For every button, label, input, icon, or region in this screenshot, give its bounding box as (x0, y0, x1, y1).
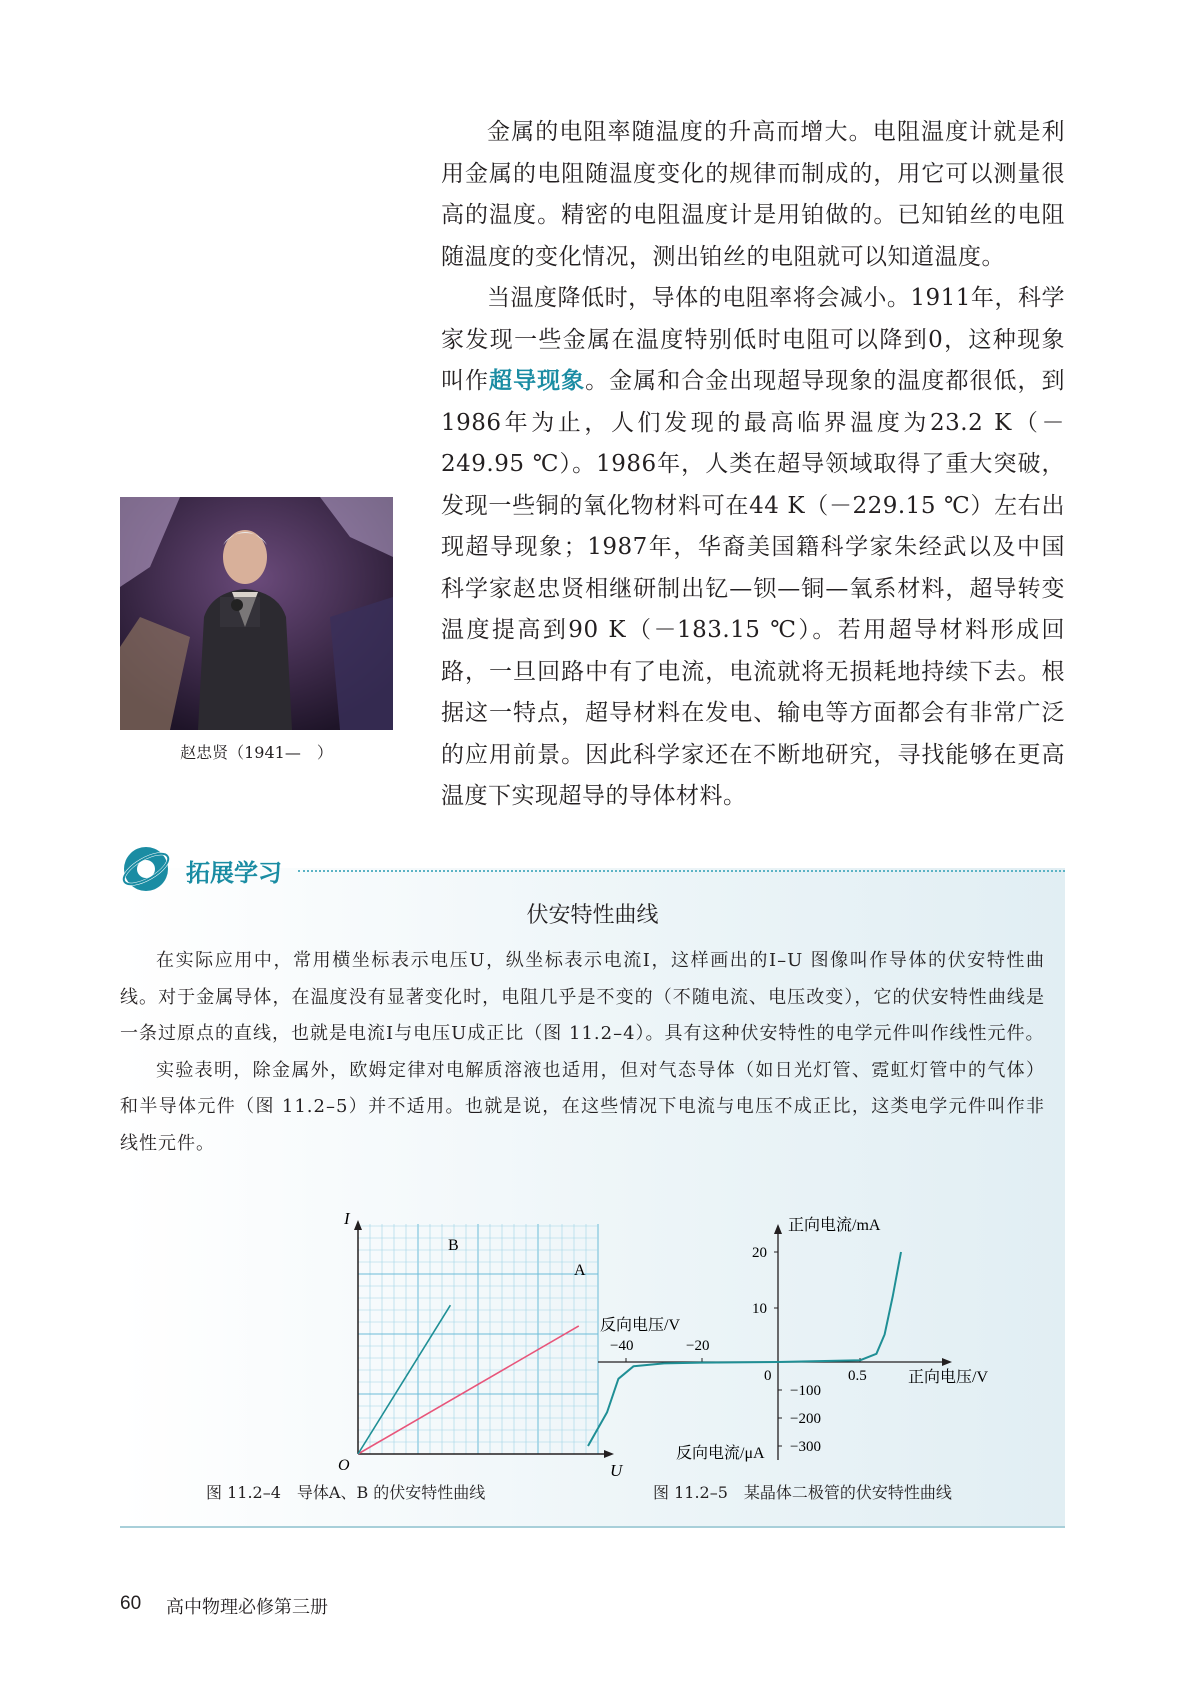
y-pos-label: 正向电流/mA (788, 1217, 881, 1234)
box-title: 伏安特性曲线 (526, 903, 659, 928)
x-neg-label: 反向电压/V (600, 1317, 681, 1334)
box-bottom-line (120, 1526, 1065, 1528)
paragraph-1: 金属的电阻率随温度的升高而增大。电阻温度计就是利用金属的电阻随温度变化的规律而制成的，用它可以测量很高的温度。精密的电阻温度计是用铂做的。已知铂丝的电阻随温度的变化情况，测出铂丝的电阻就可以知道温度。 (441, 119, 1065, 270)
line-a (358, 1326, 579, 1454)
box-paragraph-1: 在实际应用中，常用横坐标表示电压U，纵坐标表示电流I，这样画出的I–U 图像叫作导体的伏安特性曲线。对于金属导体，在温度没有显著变化时，电阻几乎是不变的（不随电流、电压改变），它的伏安特性曲线是一条过原点的直线，也就是电流I与电压U成正比（图 11.2–4）。具有这种伏安特性的电学元件叫作线性元件。 (120, 950, 1045, 1044)
tick-x-neg-40: −40 (610, 1338, 634, 1354)
paragraph-2-part-b: 。金属和合金出现超导现象的温度都很低，到1986年为止，人们发现的最高临界温度为23.2 K（－249.95 ℃）。1986年，人类在超导领域取得了重大突破，发现一些铜的氧化物材料可在44 K（－229.15 ℃）左右出现超导现象；1987年，华裔美国籍科学家朱经武以及中国科学家赵忠贤相继研制出钇—钡—铜—氧系材料，超导转变温度提高到90 K（－183.15 ℃）。若用超导材料形成回路，一旦回路中有了电流，电流就将无损耗地持续下去。根据这一特点，超导材料在发电、输电等方面都会有非常广泛的应用前景。因此科学家还在不断地研究，寻找能够在更高温度下实现超导的导体材料。 (441, 368, 1066, 809)
origin-label: O (338, 1457, 350, 1474)
x-pos-label: 正向电压/V (908, 1369, 989, 1386)
line-b (358, 1305, 450, 1454)
tick-y-20: 20 (752, 1245, 767, 1261)
keyword-superconductivity: 超导现象 (489, 368, 586, 394)
y-axis-label: I (344, 1209, 350, 1228)
line-b-label: B (448, 1237, 459, 1254)
line-a-label: A (574, 1262, 586, 1279)
figure-2-caption: 图 11.2–5 某晶体二极管的伏安特性曲线 (653, 1483, 952, 1502)
globe-icon (120, 843, 172, 895)
tick-y-neg-300: −300 (790, 1439, 821, 1455)
section-divider (298, 870, 1065, 872)
paragraph-2-part-a: 当温度降低时，导体的电阻率将会减小。1911年，科学家发现一些金属在温度特别低时电阻可以降到0，这种现象叫作 (441, 285, 1065, 394)
y-neg-label: 反向电流/μA (676, 1445, 765, 1462)
portrait-photo (120, 497, 393, 730)
x-axis-label: U (610, 1461, 623, 1478)
diode-curve (588, 1252, 901, 1446)
tick-y-neg-100: −100 (790, 1383, 821, 1399)
box-text (120, 943, 1045, 1162)
tick-y-neg-200: −200 (790, 1411, 821, 1427)
origin-label: 0 (764, 1368, 772, 1384)
section-header (120, 843, 1065, 893)
tick-x-neg-20: −20 (686, 1338, 710, 1354)
box-paragraph-2: 实验表明，除金属外，欧姆定律对电解质溶液也适用，但对气态导体（如日光灯管、霓虹灯管中的气体）和半导体元件（图 11.2–5）并不适用。也就是说，在这些情况下电流与电压不成正比，这类电学元件叫作非线性元件。 (120, 1059, 1045, 1154)
extension-box (120, 868, 1065, 1526)
tick-x-0-5: 0.5 (848, 1368, 867, 1384)
photo-caption: 赵忠贤（1941— ） (180, 743, 333, 762)
page-number: 60 (120, 1593, 142, 1614)
figure-2 (578, 1200, 1058, 1490)
main-text (441, 112, 1065, 818)
book-title: 高中物理必修第三册 (166, 1597, 328, 1618)
figure-1-caption: 图 11.2–4 导体A、B 的伏安特性曲线 (206, 1483, 486, 1502)
section-title: 拓展学习 (186, 859, 282, 887)
paragraph-2 (441, 278, 1065, 818)
tick-y-10: 10 (752, 1301, 767, 1317)
figure-2-chart (578, 1200, 1058, 1490)
